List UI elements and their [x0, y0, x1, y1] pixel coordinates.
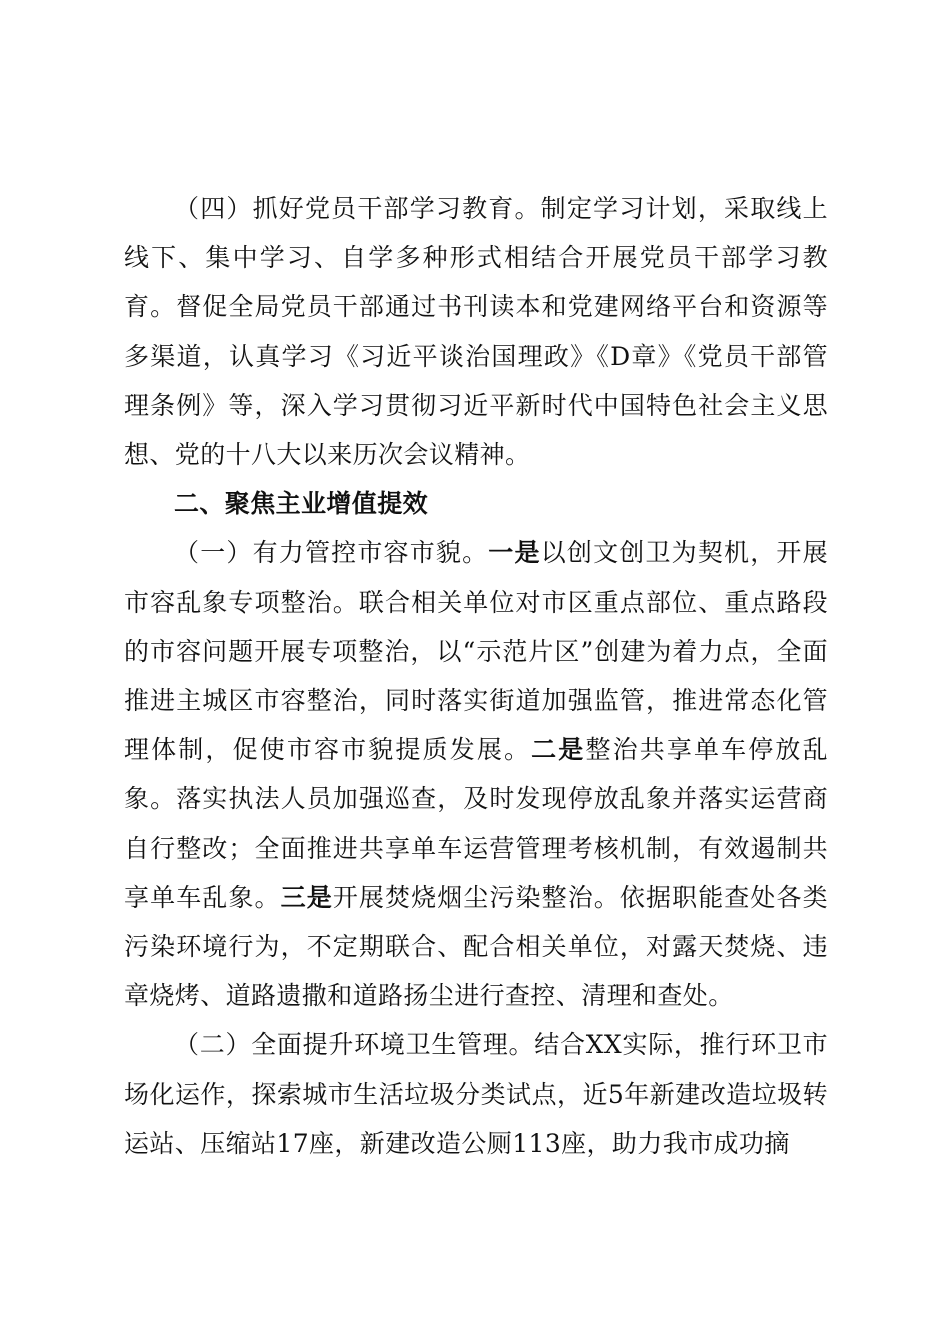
paragraph-study-education: （四）抓好党员干部学习教育。制定学习计划，采取线上线下、集中学习、自学多种形式相结合开展党员干部学习教育。督促全局党员干部通过书刊读本和党建网络平台和资源等多渠道，认真学习《习近平谈治国理政》《D章》《党员干部管理条例》等，深入学习贯彻习近平新时代中国特色社会主义思想、党的十八大以来历次会议精神。: [124, 194, 828, 470]
document-page: [124, 184, 828, 1168]
point-marker-2: 二是: [531, 735, 586, 765]
paragraph-city-appearance: [124, 528, 828, 1020]
point-text-2: 整治共享单车停放乱象。落实执法人员加强巡查，及时发现停放乱象并落实运营商自行整改；全面推进共享单车运营管理考核机制，有效遏制共享单车乱象。: [124, 735, 828, 912]
section-heading-2: 二、聚焦主业增值提效: [174, 489, 429, 519]
point-marker-1: 一是: [488, 538, 541, 568]
point-text-1: 以创文创卫为契机，开展市容乱象专项整治。联合相关单位对市区重点部位、重点路段的市容问题开展专项整治，以“示范片区”创建为着力点，全面推进主城区市容整治，同时落实街道加强监管，推进常态化管理体制，促使市容市貌提质发展。: [124, 538, 828, 765]
point-marker-3: 三是: [280, 882, 333, 912]
paragraph-sanitation: （二）全面提升环境卫生管理。结合XX实际，推行环卫市场化运作，探索城市生活垃圾分类试点，近5年新建改造垃圾转运站、压缩站17座，新建改造公厕113座，助力我市成功摘: [124, 1030, 828, 1158]
paragraph-lead: （一）有力管控市容市貌。: [174, 538, 489, 568]
point-text-3: 开展焚烧烟尘污染整治。依据职能查处各类污染环境行为，不定期联合、配合相关单位，对露天焚烧、违章烧烤、道路遗撒和道路扬尘进行查控、清理和查处。: [124, 882, 828, 1011]
